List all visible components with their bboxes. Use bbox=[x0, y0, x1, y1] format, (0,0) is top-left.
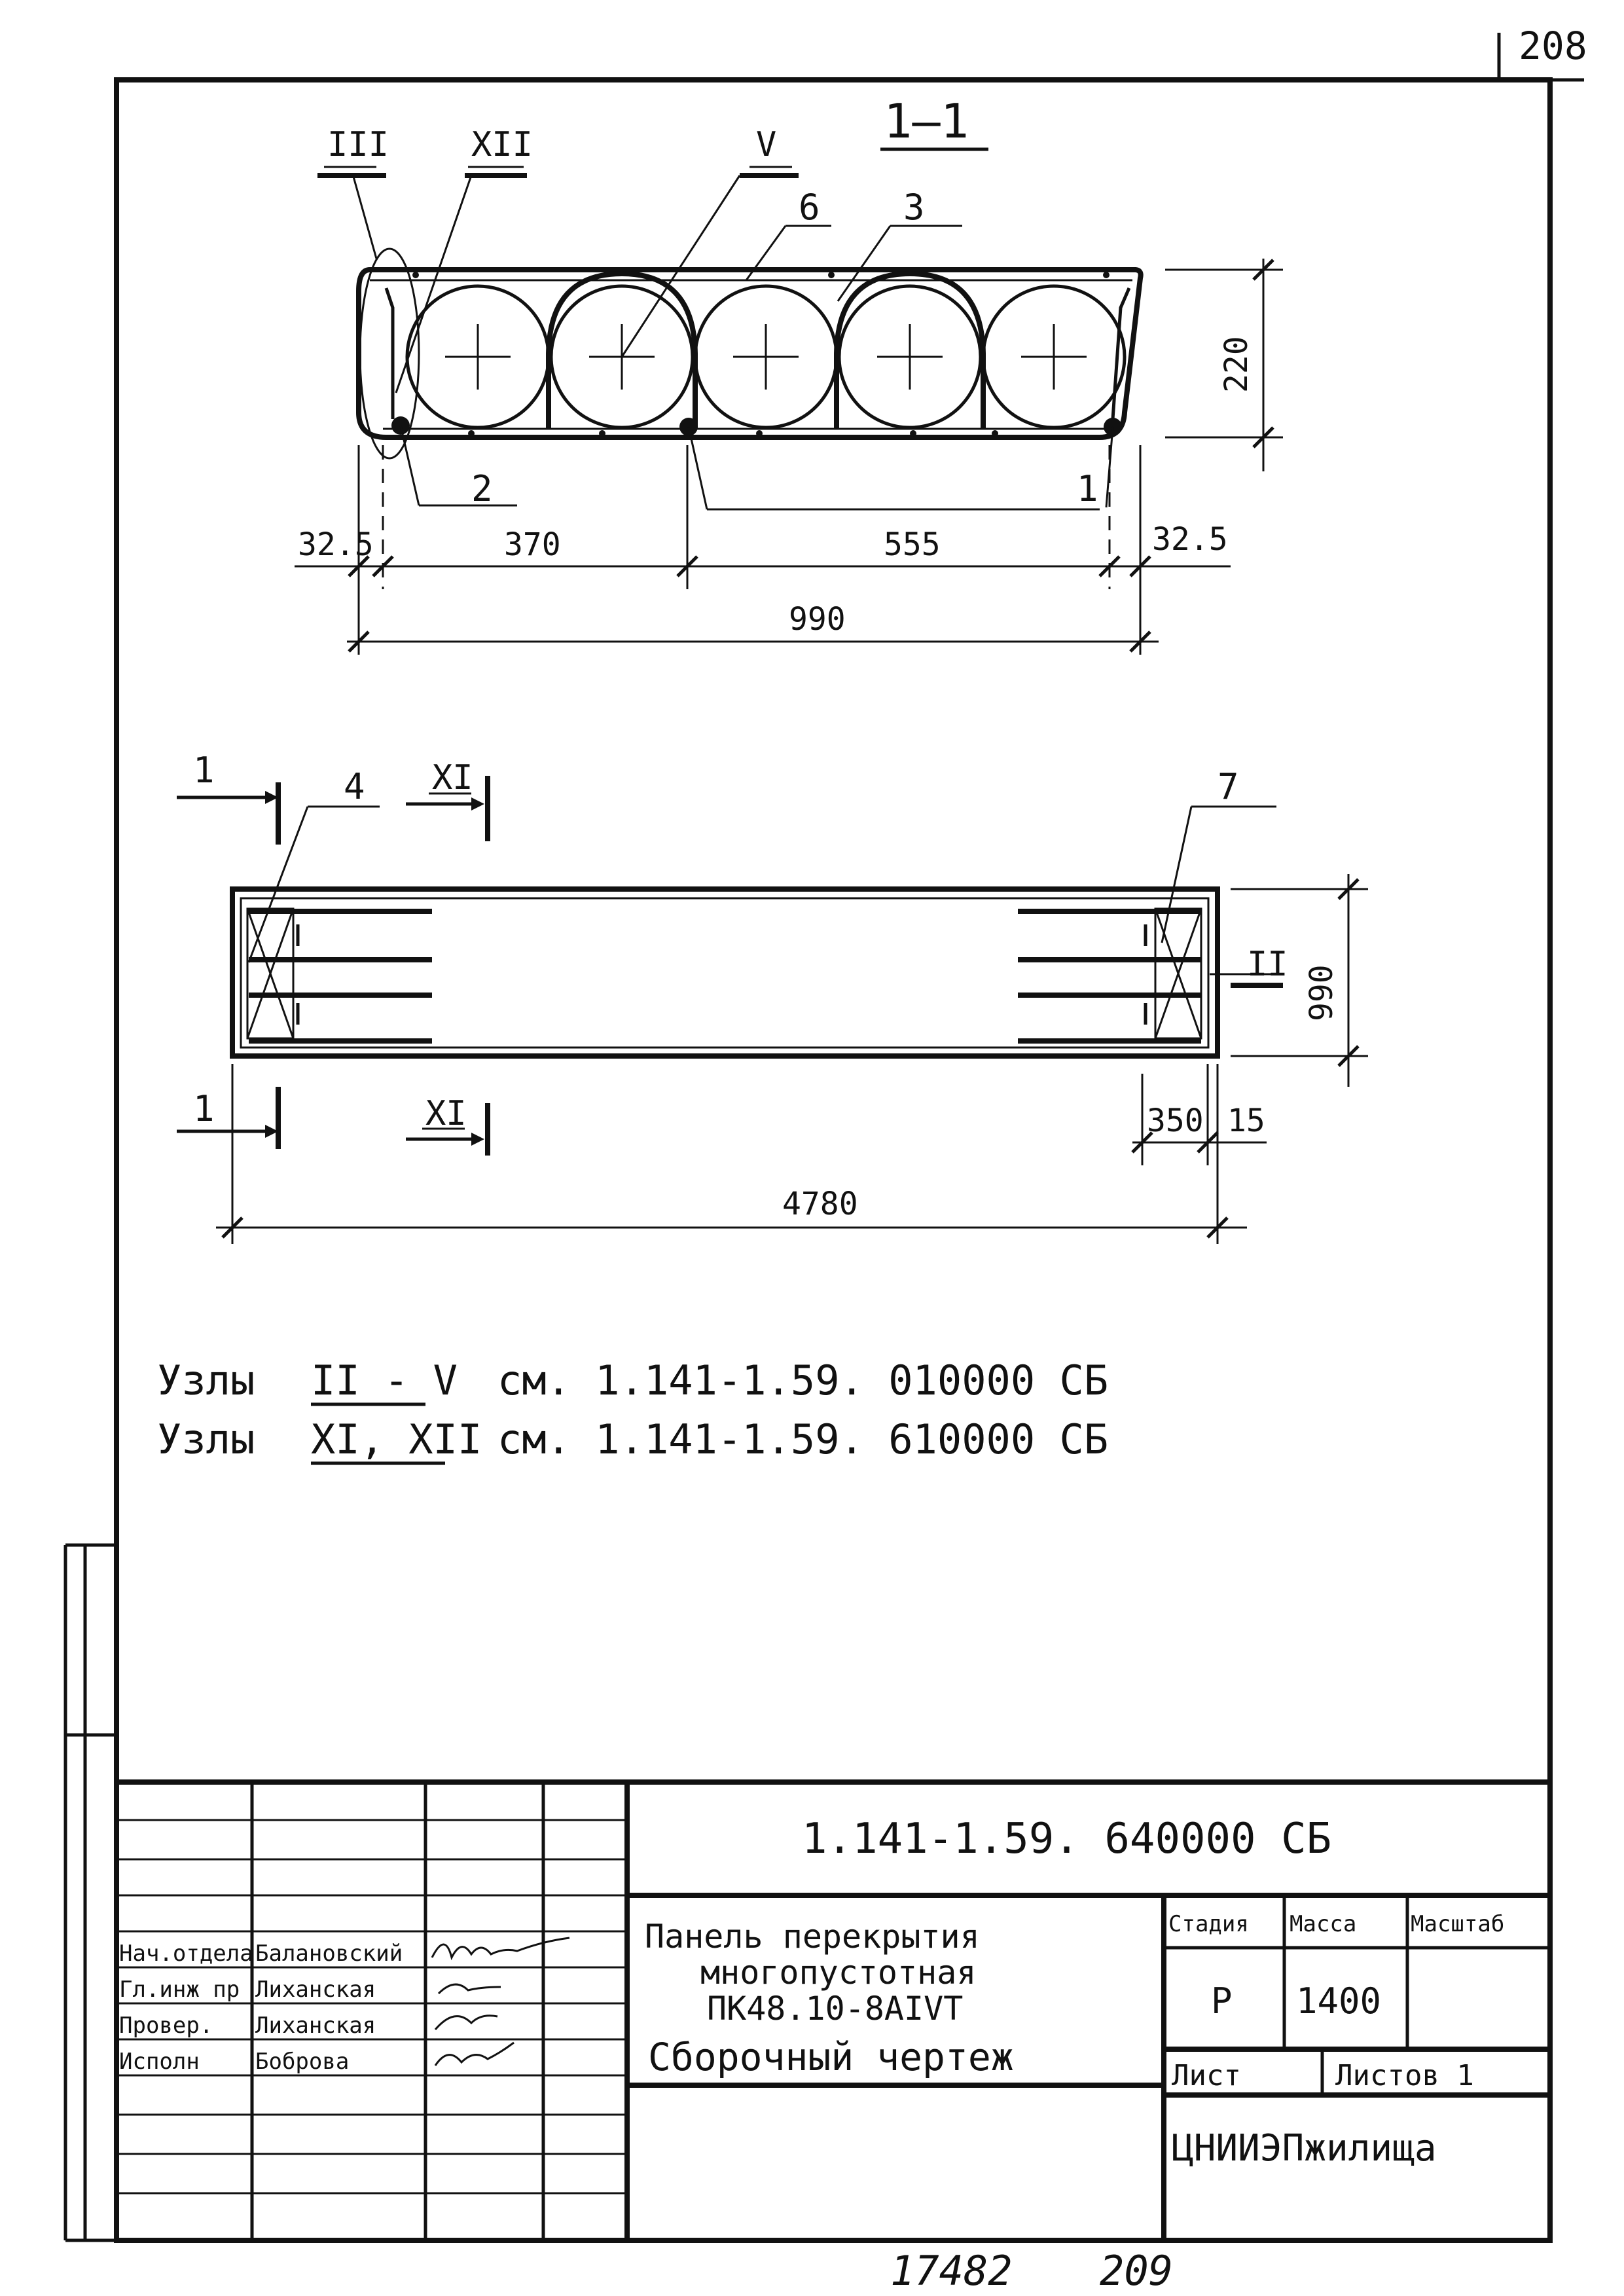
callout-pos7: 7 bbox=[1218, 766, 1239, 807]
sig-name-2: Лиханская bbox=[255, 1977, 376, 2003]
title-line-2: многопустотная bbox=[700, 1954, 977, 1992]
sig-role-1: Нач.отдела bbox=[119, 1941, 253, 1967]
stage-header: Стадия bbox=[1168, 1911, 1249, 1937]
note-1-ref: см. 1.141-1.59. 010000 СБ bbox=[497, 1357, 1109, 1404]
dim-right-edge: 32.5 bbox=[1152, 521, 1228, 558]
sig-name-4: Боброва bbox=[255, 2049, 350, 2075]
xi-top: XI bbox=[432, 758, 473, 797]
callout-pos4: 4 bbox=[344, 766, 365, 807]
dim-right-span: 555 bbox=[884, 526, 941, 563]
dim-height: 220 bbox=[1218, 336, 1255, 393]
sig-role-4: Исполн bbox=[119, 2049, 200, 2075]
sig-role-2: Гл.инж пр bbox=[119, 1977, 240, 2003]
cut-label-top: 1 bbox=[193, 750, 215, 791]
dim-left-edge: 32.5 bbox=[298, 526, 374, 563]
organization: ЦНИИЭПжилища bbox=[1172, 2127, 1437, 2170]
callout-pos2: 2 bbox=[471, 468, 493, 509]
page-number: 208 bbox=[1519, 24, 1587, 68]
notes bbox=[157, 1357, 1108, 1463]
rebar-dots bbox=[391, 272, 1122, 437]
callout-pos3: 3 bbox=[903, 187, 925, 228]
mass-header: Масса bbox=[1290, 1911, 1357, 1937]
cut-label-bottom: 1 bbox=[193, 1088, 215, 1129]
dim-left-span: 370 bbox=[504, 526, 561, 563]
dim-total-width: 990 bbox=[789, 601, 846, 638]
handwritten-signatures bbox=[432, 1938, 569, 2066]
mass-value: 1400 bbox=[1296, 1980, 1382, 2022]
sig-name-3: Лиханская bbox=[255, 2013, 376, 2039]
section-title: 1—1 bbox=[884, 94, 969, 149]
note-1-label: Узлы bbox=[157, 1357, 255, 1404]
plan-dim-end-zone: 350 bbox=[1147, 1102, 1204, 1139]
footer-right-number: 209 bbox=[1100, 2247, 1173, 2295]
callout-v: V bbox=[756, 125, 777, 164]
callout-pos6: 6 bbox=[799, 187, 820, 228]
node-ii: II bbox=[1247, 945, 1288, 984]
xi-bottom: XI bbox=[425, 1094, 467, 1133]
sig-name-1: Балановский bbox=[255, 1941, 403, 1967]
callout-xii: XII bbox=[471, 125, 533, 164]
title-block bbox=[117, 1782, 1550, 2240]
scale-header: Масштаб bbox=[1411, 1911, 1505, 1937]
sheet-frame bbox=[65, 33, 1584, 2240]
note-2-label: Узлы bbox=[157, 1415, 255, 1463]
slab-section-outline bbox=[359, 270, 1141, 437]
drawing-type: Сборочный чертеж bbox=[648, 2035, 1014, 2079]
note-1-nodes: II - V bbox=[311, 1357, 458, 1404]
title-line-3: ПК48.10-8АIVТ bbox=[707, 1990, 964, 2028]
doc-code: 1.141-1.59. 640000 СБ bbox=[802, 1815, 1332, 1863]
section-view bbox=[295, 94, 1283, 655]
note-2-ref: см. 1.141-1.59. 610000 СБ bbox=[497, 1415, 1109, 1463]
plan-dim-length: 4780 bbox=[782, 1186, 858, 1222]
plan-dim-width: 990 bbox=[1303, 964, 1340, 1021]
sheet-label: Лист bbox=[1172, 2059, 1241, 2092]
plan-dim-offset: 15 bbox=[1227, 1102, 1265, 1139]
callout-iii: III bbox=[327, 125, 389, 164]
void-circles bbox=[407, 286, 1125, 428]
title-line-1: Панель перекрытия bbox=[645, 1918, 980, 1956]
callout-pos1: 1 bbox=[1077, 468, 1098, 509]
note-2-nodes: XI, XII bbox=[311, 1415, 482, 1463]
stage-value: Р bbox=[1211, 1980, 1233, 2022]
sheets-label: Листов 1 bbox=[1335, 2059, 1474, 2092]
slab-plan-outline bbox=[232, 889, 1218, 1056]
sig-role-3: Провер. bbox=[119, 2013, 213, 2039]
plan-view bbox=[177, 750, 1368, 1244]
footer-left-number: 17482 bbox=[890, 2247, 1013, 2295]
